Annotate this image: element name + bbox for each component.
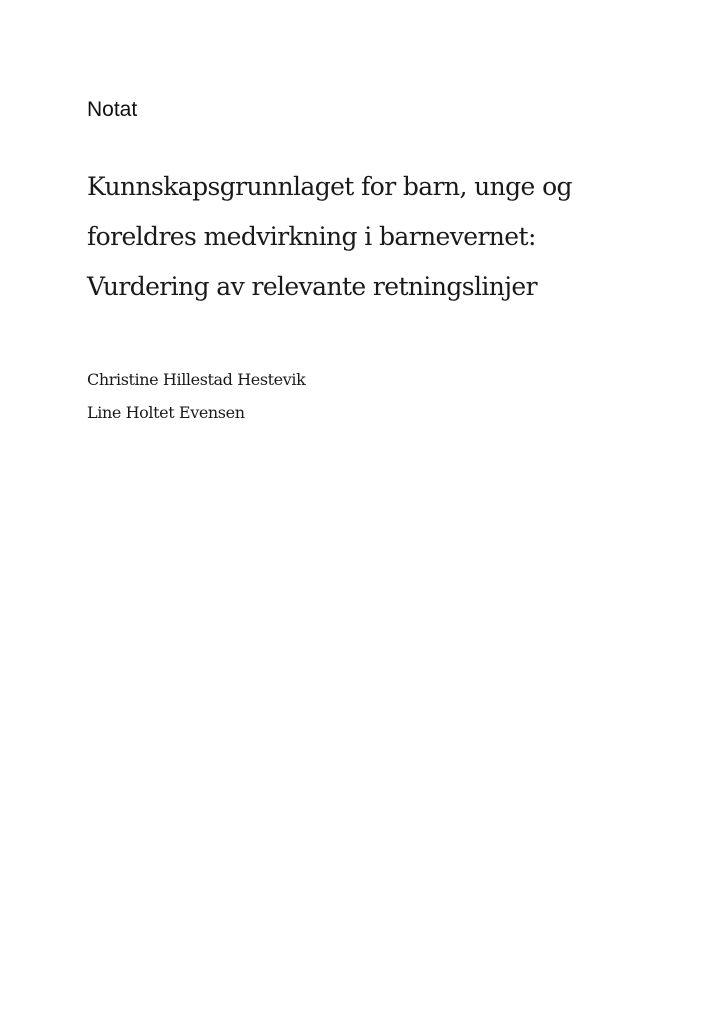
- document-type-label: Notat: [87, 98, 138, 121]
- title-line: Kunnskapsgrunnlaget for barn, unge og: [87, 172, 572, 201]
- author-name: Line Holtet Evensen: [87, 403, 245, 422]
- title-line: Vurdering av relevante retningslinjer: [87, 272, 537, 301]
- author-list: [87, 363, 305, 429]
- document-title: [87, 162, 687, 312]
- title-line: foreldres medvirkning i barnevernet:: [87, 222, 536, 251]
- author-name: Christine Hillestad Hestevik: [87, 370, 306, 389]
